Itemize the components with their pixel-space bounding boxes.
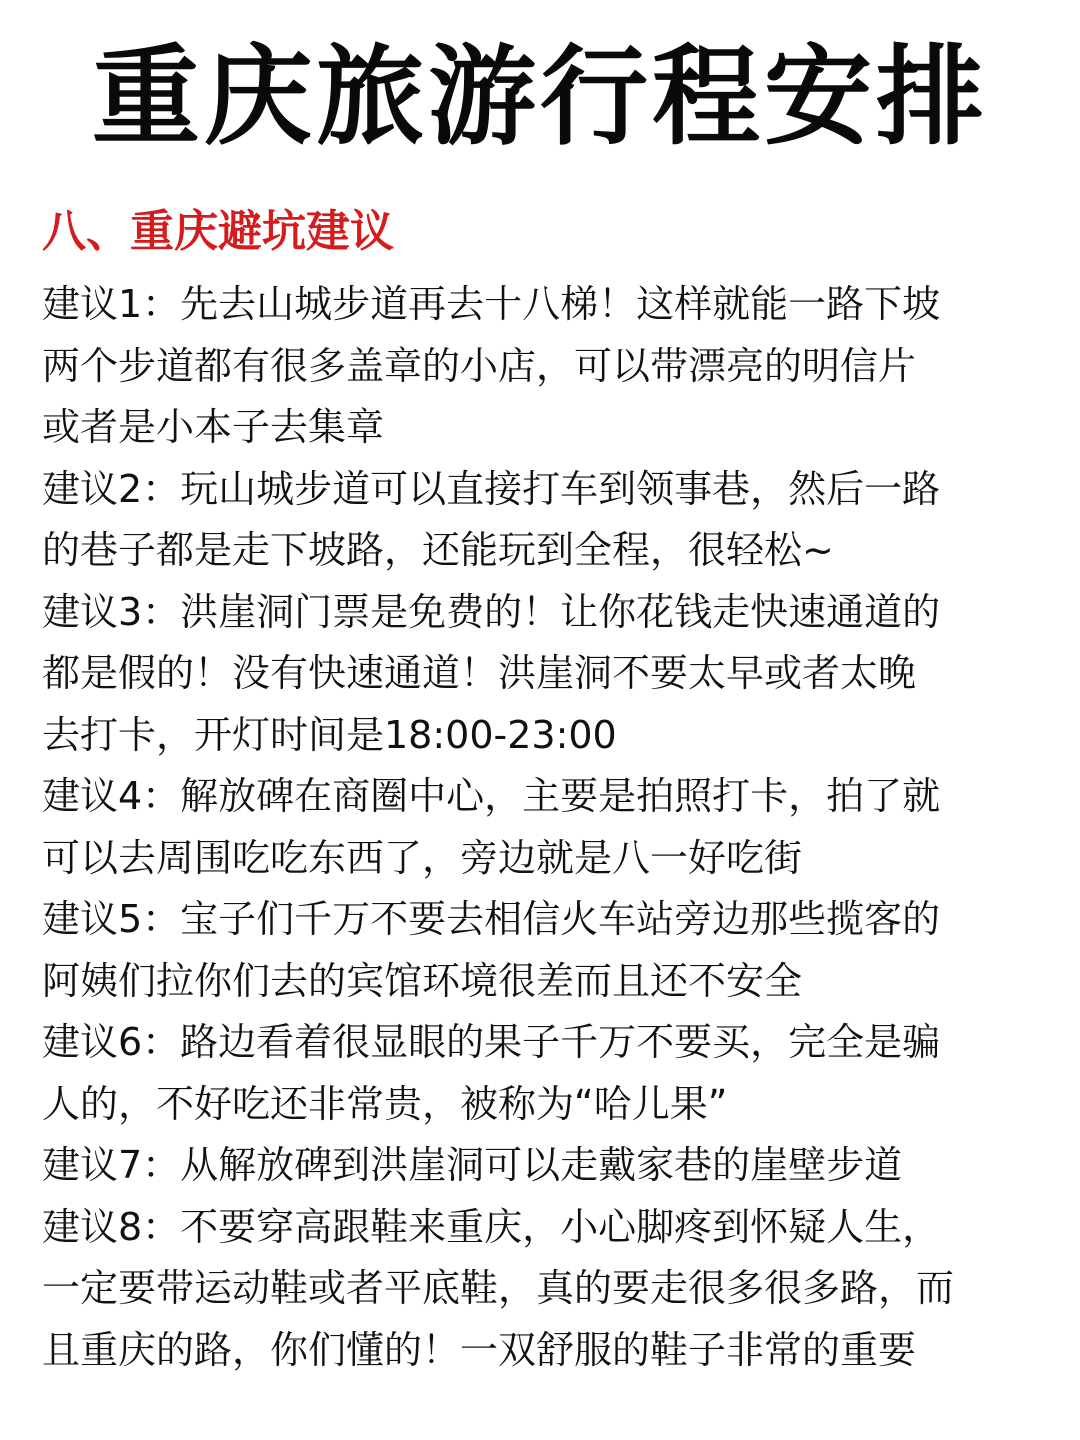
tip-7: 建议7：从解放碑到洪崖洞可以走戴家巷的崖壁步道 xyxy=(42,1143,903,1187)
tip-1: 建议1：先去山城步道再去十八梯！这样就能一路下坡 两个步道都有很多盖章的小店，可以带漂亮的明信片 或者是小本子去集章 xyxy=(42,282,941,449)
tips-list xyxy=(42,274,1052,1381)
tip-6: 建议6：路边看着很显眼的果子千万不要买，完全是骗 人的，不好吃还非常贵，被称为“哈儿果” xyxy=(42,1020,941,1126)
tip-3: 建议3：洪崖洞门票是免费的！让你花钱走快速通道的 都是假的！没有快速通道！洪崖洞不要太早或者太晚 去打卡，开灯时间是18:00-23:00 xyxy=(42,589,941,757)
tip-8: 建议8：不要穿高跟鞋来重庆，小心脚疼到怀疑人生， 一定要带运动鞋或者平底鞋，真的要走很多很多路，而 且重庆的路，你们懂的！一双舒服的鞋子非常的重要 xyxy=(42,1204,955,1372)
tip-4: 建议4：解放碑在商圈中心，主要是拍照打卡，拍了就 可以去周围吃吃东西了，旁边就是八一好吃街 xyxy=(42,774,941,880)
page-title: 重庆旅游行程安排 xyxy=(91,35,988,160)
tip-2: 建议2：玩山城步道可以直接打车到领事巷，然后一路 的巷子都是走下坡路，还能玩到全程，很轻松~ xyxy=(42,466,941,572)
tip-5: 建议5：宝子们千万不要去相信火车站旁边那些揽客的 阿姨们拉你们去的宾馆环境很差而且还不安全 xyxy=(42,897,941,1003)
section-heading: 八、重庆避坑建议 xyxy=(42,206,394,257)
